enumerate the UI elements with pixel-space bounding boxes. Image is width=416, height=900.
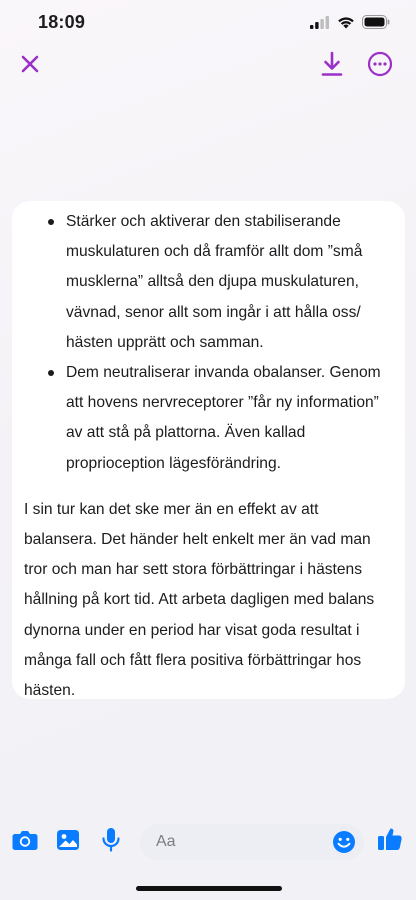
like-button[interactable] xyxy=(376,827,404,855)
camera-icon xyxy=(12,829,38,856)
download-icon xyxy=(321,51,343,82)
message-text-card xyxy=(12,201,405,699)
more-options-button[interactable] xyxy=(364,50,396,82)
composer-bar xyxy=(0,818,416,868)
status-time: 18:09 xyxy=(38,12,86,32)
download-button[interactable] xyxy=(316,50,348,82)
message-paragraph: I sin tur kan det ske mer än en effekt av att balansera. Det händer helt enkelt mer än vad man tror och man har sett stora förbättringar i hästens hållning på kort tid. Att arbeta dagligen med balans dynorna under en period har visat goda resultat i många fall och fått flera positiva förbättringar hos hästen. xyxy=(24,500,375,700)
message-input[interactable] xyxy=(140,824,320,860)
wifi-icon xyxy=(337,16,355,34)
cellular-signal-icon xyxy=(310,16,330,34)
viewer-top-bar xyxy=(0,48,416,88)
message-compose-field[interactable] xyxy=(140,824,364,860)
microphone-icon xyxy=(101,827,121,858)
bullet-item: Dem neutraliserar invanda obalanser. Genom att hovens nervreceptorer ”får ny information” av att stå på plattorna. Även kallad proprioception lägesförändring. xyxy=(48,358,385,479)
bullet-item: Stärker och aktiverar den stabiliserande muskulaturen och då framför allt dom ”små musklerna” alltså den djupa muskulaturen, vävnad, senor allt som ingår i att hålla oss/ hästen upprätt och samman. xyxy=(48,207,385,358)
emoji-button[interactable] xyxy=(332,830,356,854)
microphone-button[interactable] xyxy=(97,828,125,856)
emoji-icon xyxy=(332,841,356,858)
close-icon xyxy=(21,55,39,78)
bullet-list xyxy=(48,207,385,479)
status-icons xyxy=(310,15,390,34)
battery-icon xyxy=(362,15,390,34)
status-bar xyxy=(0,0,416,48)
camera-button[interactable] xyxy=(11,828,39,856)
home-indicator xyxy=(136,886,282,891)
close-button[interactable] xyxy=(14,50,46,82)
more-options-icon xyxy=(367,51,393,82)
gallery-button[interactable] xyxy=(54,828,82,856)
thumbs-up-icon xyxy=(377,826,403,857)
gallery-icon xyxy=(56,829,80,856)
